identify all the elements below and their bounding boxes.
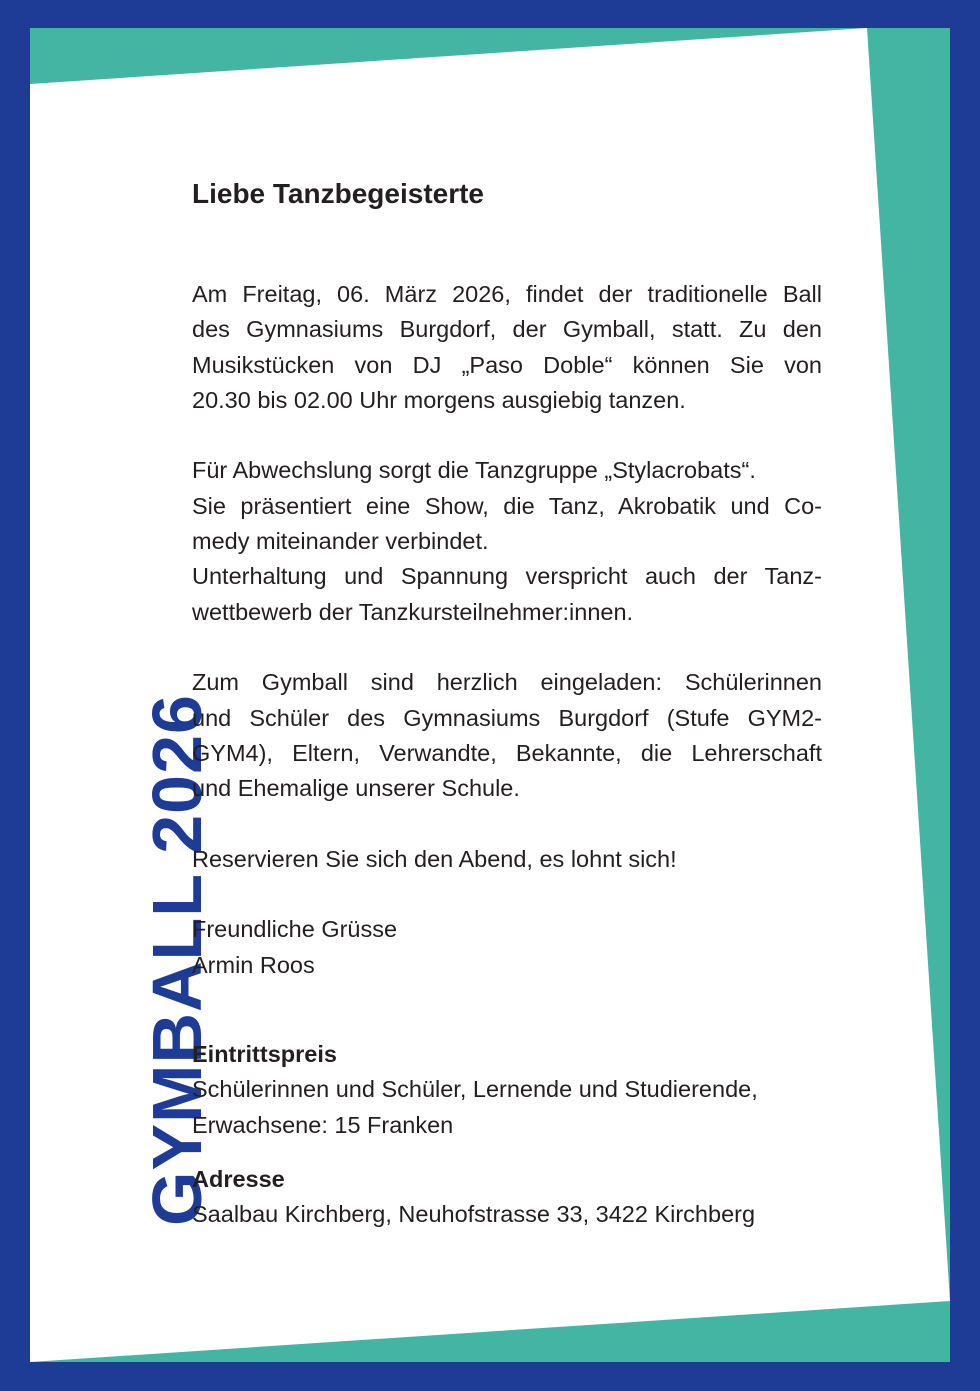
text-line: Für Abwechslung sorgt die Tanzgruppe „Stylacrobats“. <box>192 457 756 484</box>
admission-line: Erwachsene: 15 Franken <box>192 1111 454 1138</box>
text-line: 20.30 bis 02.00 Uhr morgens ausgiebig tanzen. <box>192 386 686 413</box>
text-line: Zum Gymball sind herzlich eingeladen: Schülerinnen <box>192 669 822 696</box>
paragraph-event-intro <box>192 277 822 418</box>
text-line: Musikstücken von DJ „Paso Doble“ können Sie von <box>192 351 822 378</box>
text-line: medy miteinander verbindet. <box>192 528 489 555</box>
text-line: und Ehemalige unserer Schule. <box>192 775 520 802</box>
address-details <box>192 1197 822 1232</box>
closing-text: Freundliche Grüsse <box>192 916 398 943</box>
paragraph-reserve: Reservieren Sie sich den Abend, es lohnt sich! <box>192 845 677 872</box>
admission-line: Schülerinnen und Schüler, Lernende und Studierende, <box>192 1076 758 1103</box>
text-line: wettbewerb der Tanzkursteilnehmer:innen. <box>192 598 634 625</box>
text-line: Sie präsentiert eine Show, die Tanz, Akrobatik und Co- <box>192 492 822 519</box>
text-line: Unterhaltung und Spannung verspricht auch der Tanz- <box>192 563 822 590</box>
text-line: und Schüler des Gymnasiums Burgdorf (Stufe GYM2- <box>192 704 822 731</box>
signature-block <box>192 912 822 983</box>
letter-content <box>192 172 822 1251</box>
signature-name: Armin Roos <box>192 951 315 978</box>
paragraph-entertainment <box>192 453 822 629</box>
text-line: Am Freitag, 06. März 2026, findet der traditionelle Ball <box>192 281 822 307</box>
address-line: Saalbau Kirchberg, Neuhofstrasse 33, 3422 Kirchberg <box>192 1201 756 1228</box>
text-line: GYM4), Eltern, Verwandte, Bekannte, die Lehrerschaft <box>192 739 822 766</box>
address-heading: Adresse <box>192 1165 285 1192</box>
text-line: des Gymnasiums Burgdorf, der Gymball, statt. Zu den <box>192 316 822 343</box>
paragraph-invitation <box>192 665 822 806</box>
admission-heading: Eintrittspreis <box>192 1040 337 1067</box>
event-title-vertical: GYMBALL 2026 <box>138 694 216 1226</box>
greeting-heading: Liebe Tanzbegeisterte <box>192 178 485 209</box>
admission-details <box>192 1072 822 1143</box>
